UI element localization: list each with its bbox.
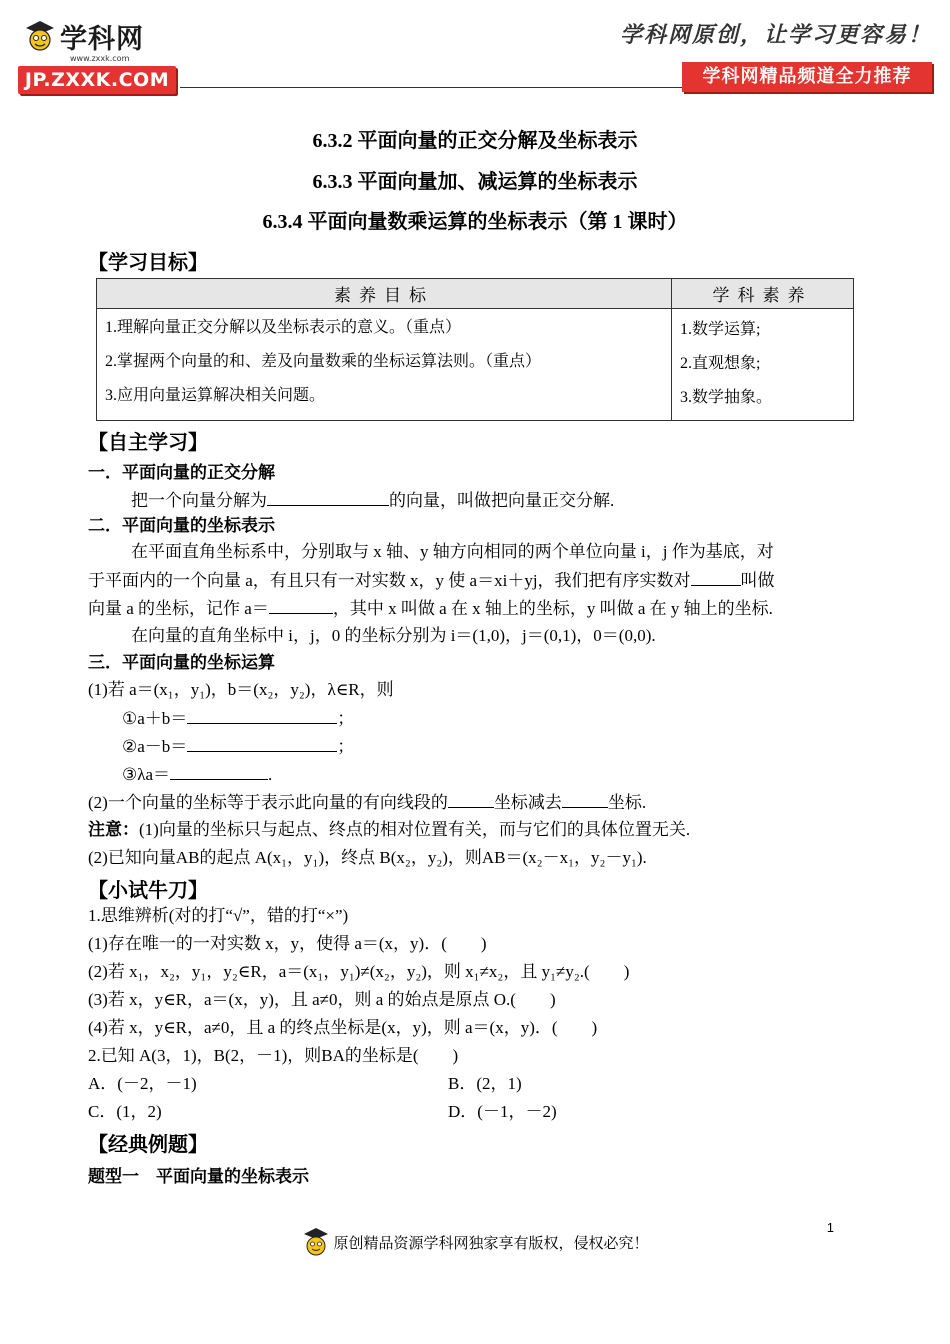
- fill-blank[interactable]: [187, 735, 337, 752]
- practice-q1-3: (3)若 x，y∈R，a＝(x，y)，且 a≠0，则 a 的始点是原点 O.( ): [88, 990, 556, 1009]
- title-3: 6.3.4 平面向量数乘运算的坐标表示（第 1 课时）: [262, 211, 688, 233]
- col-header-literacy: 学科素养: [672, 279, 854, 309]
- page-number: 1: [826, 1220, 834, 1235]
- text: ；: [337, 709, 355, 728]
- logo-top: [22, 14, 144, 58]
- ops-sum: [122, 707, 354, 730]
- option-b: B．(2，1): [448, 1074, 522, 1093]
- literacy-cell: [672, 309, 854, 421]
- para-coord-2: [88, 569, 775, 592]
- fill-blank[interactable]: [269, 597, 333, 614]
- para-coord-1: 在平面直角坐标系中，分别取与 x 轴、y 轴方向相同的两个单位向量 i，j 作为基底，对: [131, 542, 774, 561]
- header-banner: 学科网精品频道全力推荐: [682, 62, 932, 92]
- text: ；: [337, 737, 355, 756]
- text: 叫做: [740, 571, 775, 590]
- objectives-table: [96, 278, 854, 421]
- text: 坐标.: [607, 793, 647, 812]
- text: .: [268, 765, 273, 784]
- text: 坐标减去: [493, 793, 562, 812]
- footer-text: 原创精品资源学科网独家享有版权，侵权必究！: [333, 1235, 649, 1252]
- goals-cell: [97, 309, 672, 421]
- option-a: A．(－2，－1): [88, 1074, 197, 1093]
- text: ②a－b＝: [122, 737, 188, 756]
- heading-operations: 三．平面向量的坐标运算: [88, 653, 275, 672]
- goal-item: 2.掌握两个向量的和、差及向量数乘的坐标运算法则。（重点）: [105, 353, 542, 370]
- text: ①a＋b＝: [122, 709, 188, 728]
- example-type-1: 题型一 平面向量的坐标表示: [88, 1167, 309, 1186]
- fill-blank[interactable]: [448, 791, 494, 808]
- section-examples: 【经典例题】: [88, 1134, 208, 1156]
- para-coord-3: [88, 597, 773, 620]
- text: 向量 a 的坐标，记作 a＝: [88, 599, 269, 618]
- fill-blank[interactable]: [267, 489, 389, 506]
- ops-intro: (1)若 a＝(x₁，y₁)，b＝(x₂，y₂)，λ∈R，则: [88, 680, 394, 699]
- goal-item: 1.理解向量正交分解以及坐标表示的意义。（重点）: [105, 319, 462, 336]
- logo-name: 学科网: [60, 23, 144, 55]
- practice-q1: 1.思维辨析(对的打“√”，错的打“×”): [88, 906, 349, 925]
- para-coord-4: 在向量的直角坐标中 i，j，0 的坐标分别为 i＝(1,0)，j＝(0,1)，0＝(0,0).: [131, 626, 656, 645]
- fill-blank[interactable]: [562, 791, 608, 808]
- ops-segment: [88, 791, 646, 814]
- footer: [0, 1226, 950, 1263]
- section-practice: 【小试牛刀】: [88, 880, 208, 902]
- col-header-goals: 素养目标: [97, 279, 672, 309]
- mascot-icon: [22, 18, 58, 54]
- option-d: D．(－1，－2): [448, 1102, 557, 1121]
- practice-q1-1: (1)存在唯一的一对实数 x，y，使得 a＝(x，y)．( ): [88, 934, 487, 953]
- header-slogan: 学科网原创，让学习更容易！: [619, 22, 932, 48]
- logo-banner: JP.ZXXK.COM: [18, 66, 176, 94]
- section-goals: 【学习目标】: [88, 252, 208, 274]
- heading-coordinates: 二．平面向量的坐标表示: [88, 516, 275, 535]
- ops-scalar: [122, 763, 272, 786]
- practice-q1-4: (4)若 x，y∈R，a≠0，且 a 的终点坐标是(x，y)，则 a＝(x，y)．( ): [88, 1018, 598, 1037]
- text: 把一个向量分解为: [131, 491, 267, 510]
- site-logo[interactable]: [18, 14, 178, 94]
- fill-blank[interactable]: [691, 569, 741, 586]
- heading-orthogonal: 一．平面向量的正交分解: [88, 463, 275, 482]
- text: ③λa＝: [122, 765, 171, 784]
- literacy-item: 1.数学运算;: [680, 321, 761, 338]
- goal-item: 3.应用向量运算解决相关问题。: [105, 387, 326, 404]
- text: (1)向量的坐标只与起点、终点的相对位置有关，而与它们的具体位置无关.: [139, 820, 691, 839]
- title-1: 6.3.2 平面向量的正交分解及坐标表示: [312, 130, 638, 152]
- fill-blank[interactable]: [170, 763, 268, 780]
- literacy-item: 2.直观想象;: [680, 355, 761, 372]
- text: 于平面内的一个向量 a，有且只有一对实数 x，y 使 a＝xi＋yj，我们把有序实数对: [88, 571, 691, 590]
- literacy-item: 3.数学抽象。: [680, 389, 773, 406]
- practice-q2: 2.已知 A(3，1)，B(2，－1)，则BA的坐标是( ): [88, 1046, 459, 1065]
- note-label: 注意：: [88, 820, 139, 839]
- option-c: C．(1，2): [88, 1102, 162, 1121]
- note-2: (2)已知向量AB的起点 A(x₁，y₁)，终点 B(x₂，y₂)，则AB＝(x₂－x₁，y₂－y₁).: [88, 848, 647, 867]
- logo-url: www.zxxk.com: [70, 54, 130, 63]
- text: ，其中 x 叫做 a 在 x 轴上的坐标，y 叫做 a 在 y 轴上的坐标.: [332, 599, 773, 618]
- section-self-study: 【自主学习】: [88, 432, 208, 454]
- ops-diff: [122, 735, 354, 758]
- fill-blank[interactable]: [187, 707, 337, 724]
- text: (2)一个向量的坐标等于表示此向量的有向线段的: [88, 793, 448, 812]
- title-2: 6.3.3 平面向量加、减运算的坐标表示: [312, 171, 638, 193]
- text: 的向量，叫做把向量正交分解.: [389, 491, 615, 510]
- para-orthogonal: [131, 489, 614, 512]
- note-1: [88, 819, 690, 841]
- practice-q1-2: (2)若 x₁，x₂，y₁，y₂∈R，a＝(x₁，y₁)≠(x₂，y₂)，则 x₁≠x₂，且 y₁≠y₂.( ): [88, 962, 630, 981]
- mascot-icon: [301, 1226, 331, 1258]
